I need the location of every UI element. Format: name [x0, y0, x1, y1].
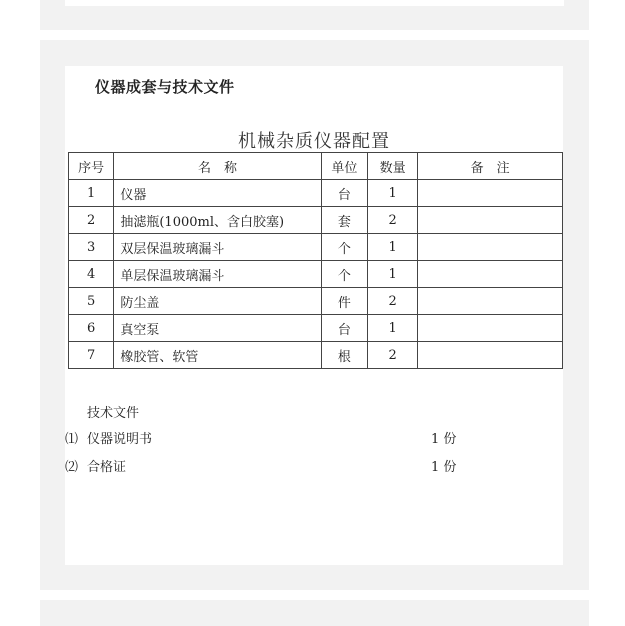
cell-qty: 2: [368, 207, 418, 234]
tech-doc-name: 合格证: [87, 460, 127, 475]
next-page-panel: [40, 600, 589, 626]
cell-no: 1: [69, 180, 114, 207]
cell-no: 2: [69, 207, 114, 234]
cell-note: [418, 315, 563, 342]
cell-note: [418, 234, 563, 261]
cell-qty: 1: [368, 234, 418, 261]
cell-note: [418, 180, 563, 207]
cell-qty: 1: [368, 315, 418, 342]
cell-name: 单层保温玻璃漏斗: [114, 261, 321, 288]
header-unit: 单位: [321, 153, 367, 180]
cell-name: 防尘盖: [114, 288, 321, 315]
table-row: [69, 261, 563, 288]
tech-docs-title: 技术文件: [87, 406, 140, 421]
cell-unit: 件: [321, 288, 367, 315]
cell-name: 橡胶管、软管: [114, 342, 321, 369]
cell-unit: 套: [321, 207, 367, 234]
table-row: [69, 180, 563, 207]
tech-doc-item: [65, 428, 563, 446]
table-row: [69, 315, 563, 342]
table-header-row: [69, 153, 563, 180]
cell-name: 仪器: [114, 180, 321, 207]
cell-note: [418, 207, 563, 234]
cell-note: [418, 288, 563, 315]
cell-unit: 根: [321, 342, 367, 369]
tech-doc-item: [65, 456, 563, 474]
cell-note: [418, 261, 563, 288]
cell-qty: 1: [368, 261, 418, 288]
cell-unit: 台: [321, 315, 367, 342]
cell-name: 双层保温玻璃漏斗: [114, 234, 321, 261]
header-name: 名 称: [114, 153, 321, 180]
document-page: [65, 66, 563, 565]
cell-note: [418, 342, 563, 369]
cell-name: 抽滤瓶(1000ml、含白胶塞): [114, 207, 321, 234]
tech-doc-qty: 1 份: [431, 460, 457, 475]
table-row: [69, 234, 563, 261]
header-note: 备 注: [418, 153, 563, 180]
tech-doc-number: ⑵: [65, 460, 79, 475]
tech-doc-qty: 1 份: [431, 432, 457, 447]
section-title: 仪器成套与技术文件: [95, 78, 235, 96]
cell-qty: 2: [368, 342, 418, 369]
cell-unit: 个: [321, 261, 367, 288]
header-qty: 数量: [368, 153, 418, 180]
table-title: 机械杂质仪器配置: [238, 131, 390, 152]
previous-page-panel: [40, 0, 589, 30]
tech-doc-number: ⑴: [65, 432, 79, 447]
header-no: 序号: [69, 153, 114, 180]
cell-no: 5: [69, 288, 114, 315]
table-row: [69, 207, 563, 234]
cell-qty: 2: [368, 288, 418, 315]
cell-no: 6: [69, 315, 114, 342]
cell-unit: 个: [321, 234, 367, 261]
cell-no: 7: [69, 342, 114, 369]
cell-name: 真空泵: [114, 315, 321, 342]
previous-page-edge: [65, 0, 564, 6]
cell-no: 3: [69, 234, 114, 261]
cell-qty: 1: [368, 180, 418, 207]
table-row: [69, 342, 563, 369]
configuration-table: [68, 152, 563, 369]
cell-no: 4: [69, 261, 114, 288]
table-row: [69, 288, 563, 315]
cell-unit: 台: [321, 180, 367, 207]
tech-doc-name: 仪器说明书: [87, 432, 153, 447]
